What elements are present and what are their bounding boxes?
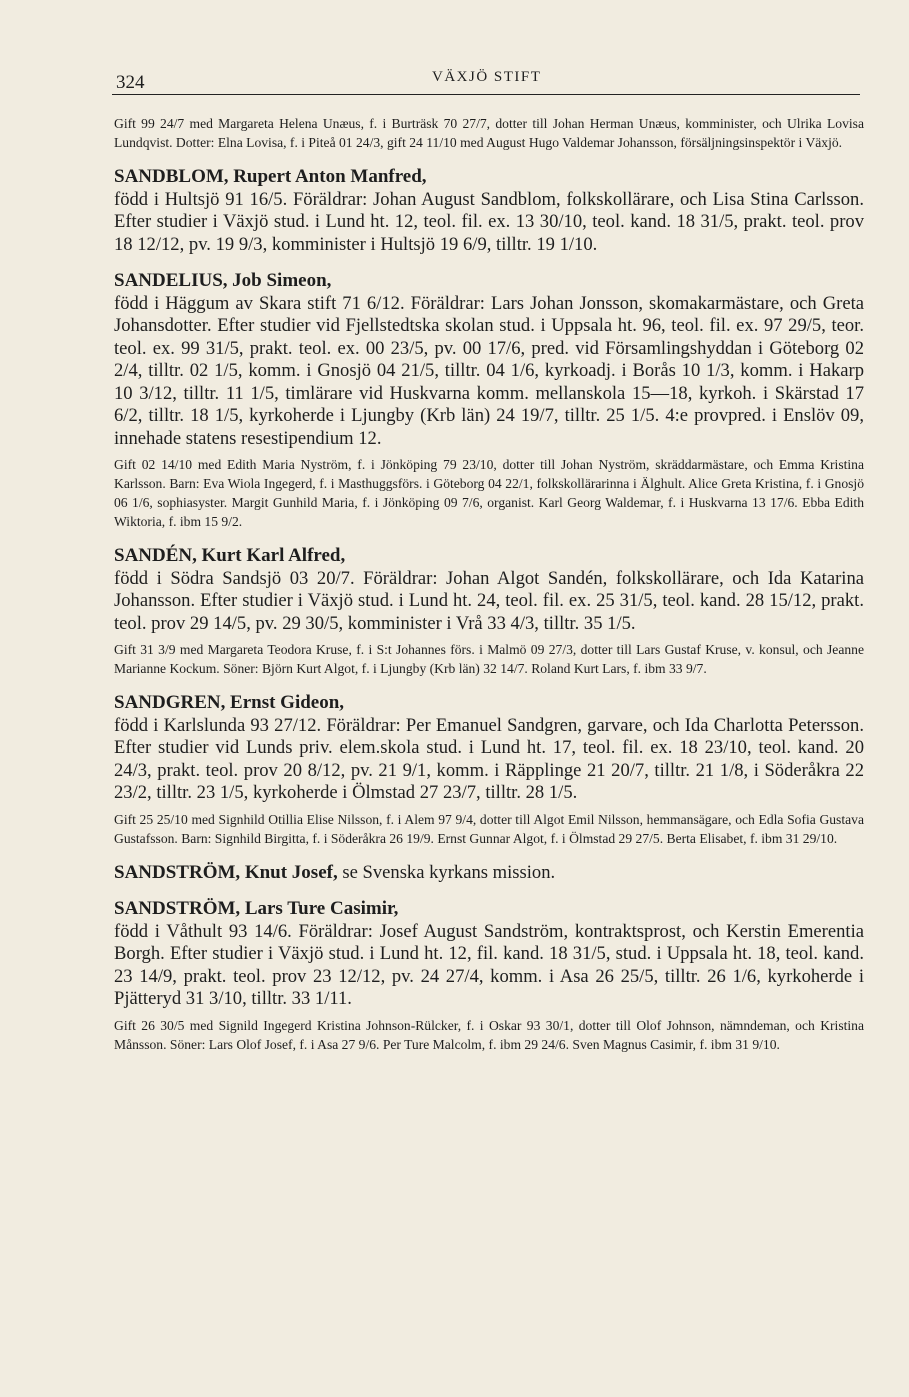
entry-given-names: Lars Ture Casimir, [244, 898, 399, 919]
entry-surname: SANDELIUS, [114, 270, 228, 291]
entry-marriage-note: Gift 31 3/9 med Margareta Teodora Kruse, f. i S:t Johannes förs. i Malmö 09 27/3, dotter till Lars Gustaf Kruse, v. konsul, och Jeanne Marianne Kockum. Söner: Björn Kurt Algot, f. i Ljungby (Krb län) 32 14/7. Roland Kurt Lars, f. ibm 33 9/7. [114, 642, 864, 676]
entry-text [114, 270, 864, 450]
page-header [112, 66, 860, 96]
entry-bio: född i Karlslunda 93 27/12. Föräldrar: Per Emanuel Sandgren, garvare, och Ida Charlotta Petersson. Efter studier vid Lunds priv. elem.skola stud. i Lund ht. 17, teol. fil. ex. 18 23/10, teol. kand. 20 24/3, prakt. teol. prov 20 8/12, pv. 21 9/1, komm. i Räpplinge 21 20/7, tilltr. 21 1/8, i Söderåkra 22 23/2, tilltr. 23 1/5, kyrkoherde i Ölmstad 27 23/7, tilltr. 28 1/5. [114, 714, 864, 803]
biography-entry [114, 898, 864, 1054]
entry-given-names: Rupert Anton Manfred, [233, 166, 427, 187]
entry-surname: SANDSTRÖM, [114, 898, 241, 919]
entry-text [114, 166, 864, 256]
entry-bio: född i Södra Sandsjö 03 20/7. Föräldrar: Johan Algot Sandén, folkskollärare, och Ida Katarina Johansson. Efter studier i Växjö stud. i Lund ht. 24, teol. fil. ex. 25 31/5, teol. kand. 28 15/12, prakt. teol. prov 29 14/5, pv. 29 30/5, komminister i Vrå 33 4/3, tilltr. 35 1/5. [114, 567, 864, 634]
entry-given-names: Ernst Gideon, [230, 692, 345, 713]
entry-bio: född i Häggum av Skara stift 71 6/12. Föräldrar: Lars Johan Jonsson, skomakarmästare, och Greta Johansdotter. Efter studier vid Fjellstedtska skolan stud. i Uppsala ht. 96, teol. fil. ex. 97 29/5, teor. teol. ex. 99 31/5, prakt. teol. ex. 00 23/5, pv. 00 17/6, pred. vid Församlingshyddan i Göteborg 02 2/4, tilltr. 02 1/5, komm. i Gnosjö 04 21/5, tilltr. 04 1/6, kyrkoadj. i Borås 10 1/3, komm. i Hakarp 10 3/12, tilltr. 11 1/5, timlärare vid Huskvarna komm. mellanskola 15—18, kyrkoh. i Skärstad 17 6/2, tilltr. 18 1/5, kyrkoherde i Ljungby (Krb län) 24 19/7, tilltr. 25 1/5. 4:e provpred. i Enslöv 09, innehade statens resestipendium 12. [114, 292, 864, 449]
biography-entry [114, 166, 864, 256]
entry-marriage-note: Gift 25 25/10 med Signhild Otillia Elise Nilsson, f. i Alem 97 9/4, dotter till Algot Emil Nilsson, hemmansägare, och Edla Sofia Gustava Gustafsson. Barn: Signhild Birgitta, f. i Söderåkra 26 19/9. Ernst Gunnar Algot, f. i Ölmstad 29 27/5. Berta Elisabet, f. ibm 31 29/10. [114, 811, 864, 846]
marriage-note-continued: Gift 99 24/7 med Margareta Helena Unæus, f. i Burträsk 70 27/7, dotter till Johan Herman Unæus, komminister, och Ulrika Lovisa Lundqvist. Dotter: Elna Lovisa, f. i Piteå 01 24/3, gift 24 11/10 med August Hugo Valdemar Johansson, försäljningsinspektör i Växjö. [114, 116, 864, 150]
header-rule [112, 94, 860, 95]
biography-entry [114, 545, 864, 678]
entry-marriage-note: Gift 26 30/5 med Signild Ingegerd Kristina Johnson-Rülcker, f. i Oskar 93 30/1, dotter till Olof Johnson, nämndeman, och Kristina Månsson. Söner: Lars Olof Josef, f. i Asa 27 9/6. Per Ture Malcolm, f. ibm 29 24/6. Sven Magnus Casimir, f. ibm 31 9/10. [114, 1017, 864, 1052]
entry-given-names: Knut Josef, [244, 861, 338, 883]
entry-text [114, 898, 864, 1011]
entry-surname: SANDSTRÖM, [114, 861, 241, 883]
entry-surname: SANDÉN, [114, 545, 197, 566]
entry-given-names: Kurt Karl Alfred, [201, 545, 346, 566]
entry-text [114, 692, 864, 805]
page-body [114, 114, 864, 1054]
entry-marriage-note: Gift 02 14/10 med Edith Maria Nyström, f. i Jönköping 79 23/10, dotter till Johan Nyström, skräddarmästare, och Emma Kristina Karlsson. Barn: Eva Wiola Ingegerd, f. i Masthuggsförs. i Göteborg 04 22/1, folkskollärarinna i Älghult. Alice Greta Kristina, f. i Gnosjö 06 1/6, sophiasyster. Margit Gunhild Maria, f. i Jönköping 09 7/6, organist. Karl Georg Waldemar, f. i Huskvarna 13 17/6. Ebba Edith Wiktoria, f. ibm 15 9/2. [114, 457, 864, 529]
entry-given-names: Job Simeon, [232, 270, 332, 291]
page-number: 324 [116, 72, 145, 93]
biography-entry [114, 692, 864, 848]
biography-entry [114, 862, 864, 885]
entry-text [114, 862, 864, 885]
entry-text [114, 545, 864, 635]
running-title: VÄXJÖ STIFT [432, 69, 542, 85]
entry-bio: se Svenska kyrkans mission. [342, 861, 556, 883]
entry-bio: född i Våthult 93 14/6. Föräldrar: Josef August Sandström, kontraktsprost, och Kerstin Emerentia Borgh. Efter studier i Växjö stud. i Lund ht. 12, fil. kand. 18 31/5, stud. i Uppsala ht. 18, teol. kand. 23 14/9, prakt. teol. prov 23 12/12, pv. 24 27/4, komm. i Asa 26 25/5, tilltr. 26 1/6, kyrkoherde i Pjätteryd 31 3/10, tilltr. 33 1/11. [114, 920, 864, 1009]
biography-entry [114, 270, 864, 531]
entry-surname: SANDGREN, [114, 692, 226, 713]
entry-bio: född i Hultsjö 91 16/5. Föräldrar: Johan August Sandblom, folkskollärare, och Lisa Stina Carlsson. Efter studier i Växjö stud. i Lund ht. 12, teol. fil. ex. 13 30/10, teol. kand. 18 31/5, prakt. teol. prov 18 12/12, pv. 19 9/3, komminister i Hultsjö 19 6/9, tilltr. 19 1/10. [114, 188, 864, 255]
entry-surname: SANDBLOM, [114, 166, 229, 187]
